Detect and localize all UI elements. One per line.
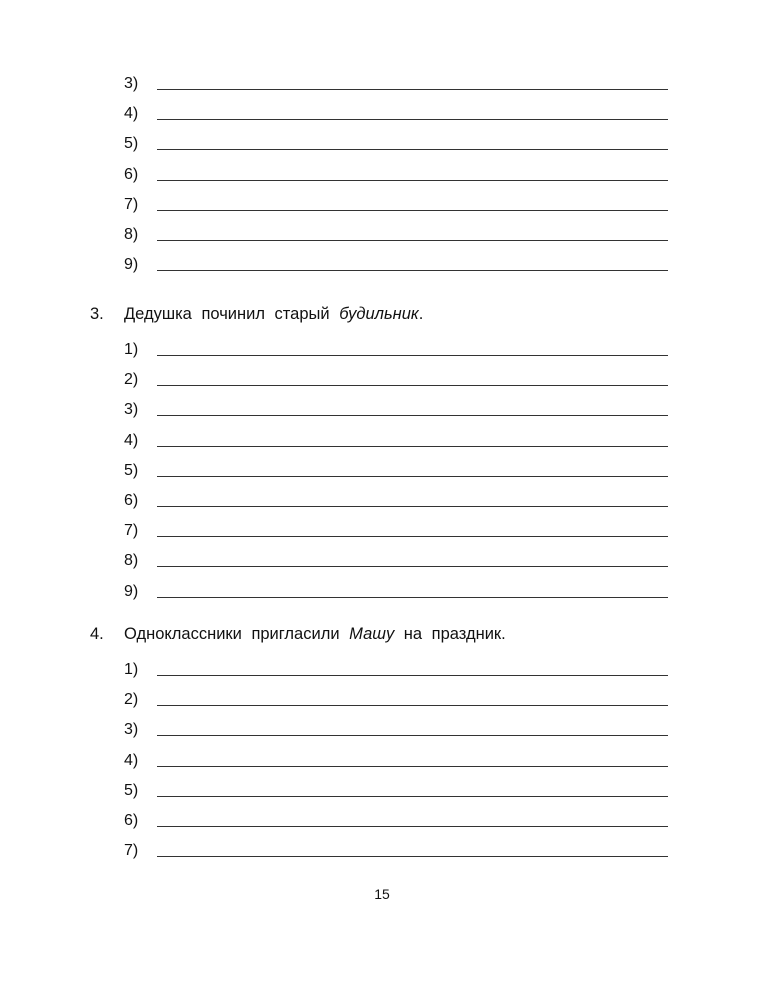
answer-line[interactable] (157, 119, 668, 120)
sentence-start: Одноклассники пригласили (124, 625, 350, 643)
answer-row (0, 195, 764, 225)
answer-number: 6) (124, 165, 139, 183)
answer-line[interactable] (157, 89, 668, 90)
sentence-end: на праздник. (394, 625, 506, 643)
answer-line[interactable] (157, 446, 668, 447)
answer-number: 5) (124, 461, 139, 479)
task-sentence (124, 624, 506, 644)
answer-number: 6) (124, 812, 139, 829)
sentence-start: Дедушка починил старый (124, 305, 340, 323)
answer-number: 1) (124, 341, 139, 358)
answer-line[interactable] (157, 180, 668, 181)
task-number: 3. (90, 305, 104, 323)
answer-number: 7) (124, 195, 139, 213)
answer-row (0, 104, 764, 134)
answer-line[interactable] (157, 856, 668, 857)
answer-line[interactable] (157, 705, 668, 706)
answer-line[interactable] (157, 597, 668, 598)
task-heading (0, 304, 764, 328)
answer-row (0, 751, 764, 781)
answer-row (0, 521, 764, 551)
task-heading (0, 624, 764, 648)
sentence-end: . (418, 305, 424, 323)
answer-number: 5) (124, 135, 139, 153)
sentence-italic-word: будильник (339, 305, 419, 323)
answer-line[interactable] (157, 415, 668, 416)
answer-row (0, 461, 764, 491)
answer-row (0, 660, 764, 690)
answer-row (0, 340, 764, 370)
answer-line[interactable] (157, 735, 668, 736)
answer-number: 3) (124, 721, 139, 739)
answer-line[interactable] (157, 566, 668, 567)
answer-row (0, 582, 764, 612)
answer-number: 4) (124, 751, 139, 769)
answer-row (0, 255, 764, 285)
answer-line[interactable] (157, 355, 668, 356)
answer-line[interactable] (157, 240, 668, 241)
answer-line[interactable] (157, 210, 668, 211)
answer-row (0, 841, 764, 871)
answer-number: 5) (124, 781, 139, 799)
answer-row (0, 491, 764, 521)
answer-line[interactable] (157, 796, 668, 797)
task-number: 4. (90, 625, 104, 643)
answer-row (0, 690, 764, 720)
answer-line[interactable] (157, 476, 668, 477)
answer-number: 8) (124, 552, 139, 570)
answer-line[interactable] (157, 385, 668, 386)
sentence-italic-word: Машу (349, 625, 395, 643)
answer-line[interactable] (157, 270, 668, 271)
answer-line[interactable] (157, 826, 668, 827)
answer-row (0, 551, 764, 581)
answer-line[interactable] (157, 149, 668, 150)
answer-line[interactable] (157, 766, 668, 767)
answer-number: 2) (124, 691, 139, 709)
answer-row (0, 134, 764, 164)
answer-number: 3) (124, 401, 139, 419)
answer-number: 9) (124, 582, 139, 600)
answer-row (0, 720, 764, 750)
answer-number: 9) (124, 256, 139, 274)
page-number: 15 (374, 886, 390, 902)
answer-row (0, 781, 764, 811)
answer-number: 7) (124, 842, 139, 860)
answer-number: 1) (124, 661, 139, 678)
answer-row (0, 431, 764, 461)
answer-line[interactable] (157, 536, 668, 537)
answer-row (0, 74, 764, 104)
answer-number: 8) (124, 226, 139, 243)
answer-line[interactable] (157, 675, 668, 676)
answer-row (0, 400, 764, 430)
answer-number: 6) (124, 492, 139, 509)
answer-row (0, 165, 764, 195)
answer-number: 3) (124, 75, 139, 92)
answer-number: 4) (124, 431, 139, 449)
answer-number: 4) (124, 105, 139, 123)
answer-number: 2) (124, 371, 139, 389)
answer-row (0, 225, 764, 255)
answer-line[interactable] (157, 506, 668, 507)
answer-number: 7) (124, 522, 139, 540)
answer-row (0, 370, 764, 400)
answer-row (0, 811, 764, 841)
task-sentence (124, 304, 423, 324)
